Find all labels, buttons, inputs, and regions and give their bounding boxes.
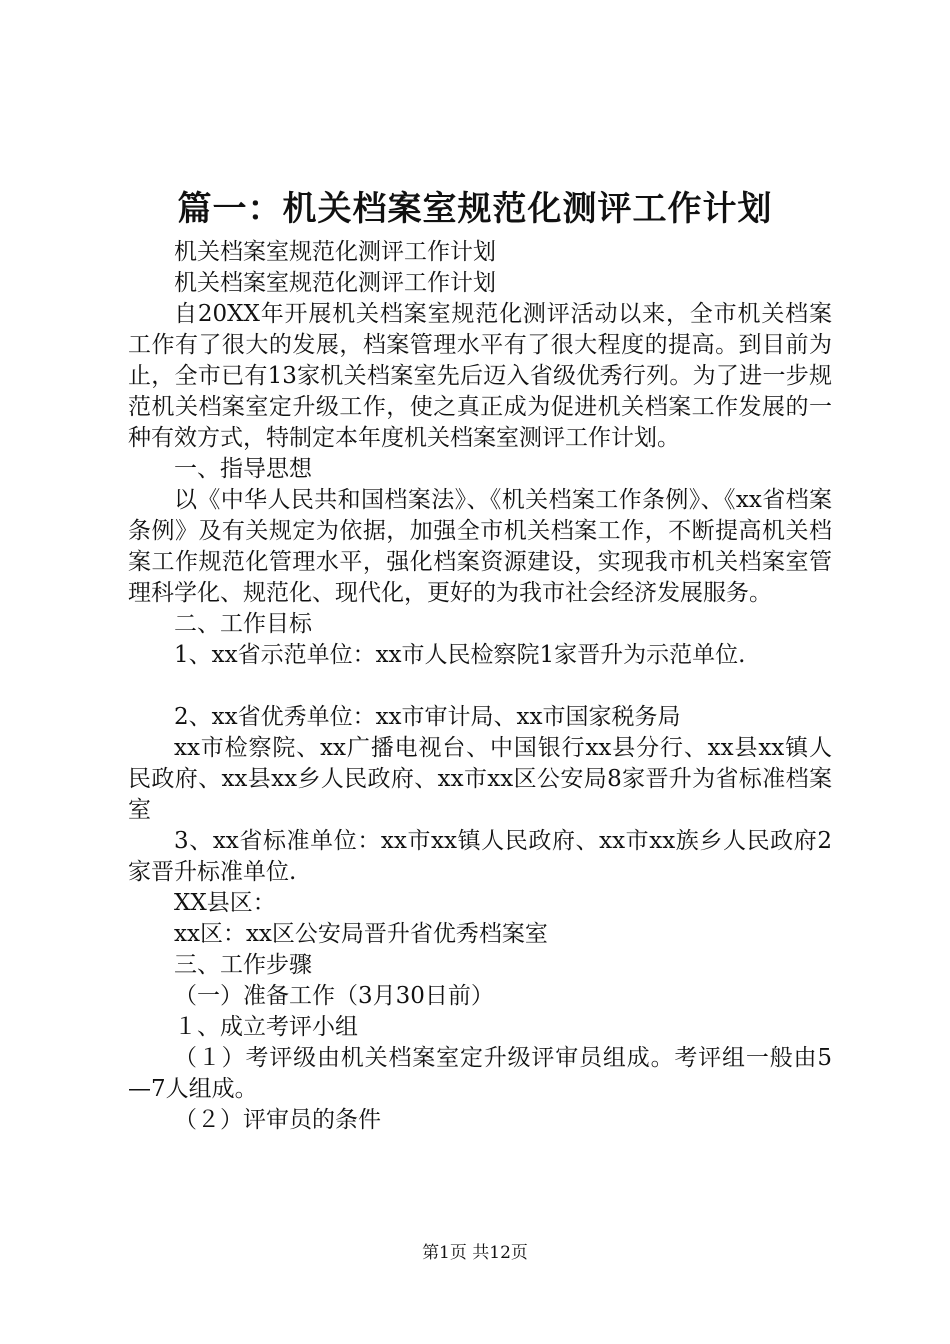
heading-guiding-thought: 一、指导思想 [174, 456, 312, 482]
paragraph-preparation: （一）准备工作（3月30日前） [174, 983, 494, 1009]
paragraph-subtitle-2: 机关档案室规范化测评工作计划 [174, 270, 496, 296]
heading-work-goals: 二、工作目标 [174, 611, 312, 637]
paragraph-goal-1: 1、xx省示范单位：xx市人民检察院1家晋升为示范单位. [174, 642, 746, 668]
paragraph-intro: 自20XX年开展机关档案室规范化测评活动以来，全市机关档案工作有了很大的发展，档案管理水平有了很大程度的提高。到目前为止，全市已有13家机关档案室先后迈入省级优秀行列。为了进一步规范机关档案室定升级工作，使之真正成为促进机关档案工作发展的一种有效方式，特制定本年度机关档案室测评工作计划。 [128, 301, 832, 451]
paragraph-group-composition: （１）考评级由机关档案室定升级评审员组成。考评组一般由5—7人组成。 [128, 1045, 832, 1102]
paragraph-goal-3: 3、xx省标准单位：xx市xx镇人民政府、xx市xx族乡人民政府2家晋升标准单位. [128, 828, 832, 885]
blank-line [128, 671, 832, 702]
paragraph-district: xx区：xx区公安局晋升省优秀档案室 [174, 921, 548, 947]
document-title: 篇一：机关档案室规范化测评工作计划 [177, 189, 773, 229]
heading-work-steps: 三、工作步骤 [174, 952, 312, 978]
paragraph-subtitle-1: 机关档案室规范化测评工作计划 [174, 239, 496, 265]
page-number: 第1页 共12页 [422, 1243, 528, 1263]
paragraph-goal-2: 2、xx省优秀单位：xx市审计局、xx市国家税务局 [174, 704, 681, 730]
paragraph-reviewer-conditions: （２）评审员的条件 [174, 1107, 381, 1133]
paragraph-county-district: XX县区： [174, 890, 276, 916]
paragraph-goal-2-list: xx市检察院、xx广播电视台、中国银行xx县分行、xx县xx镇人民政府、xx县xx乡人民政府、xx市xx区公安局8家晋升为省标准档案室 [128, 735, 832, 823]
paragraph-form-group: １、成立考评小组 [174, 1014, 358, 1040]
paragraph-guiding-thought: 以《中华人民共和国档案法》、《机关档案工作条例》、《xx省档案条例》及有关规定为依据，加强全市机关档案工作，不断提高机关档案工作规范化管理水平，强化档案资源建设，实现我市机关档案室管理科学化、规范化、现代化，更好的为我市社会经济发展服务。 [128, 487, 832, 606]
document-body [128, 237, 832, 1136]
